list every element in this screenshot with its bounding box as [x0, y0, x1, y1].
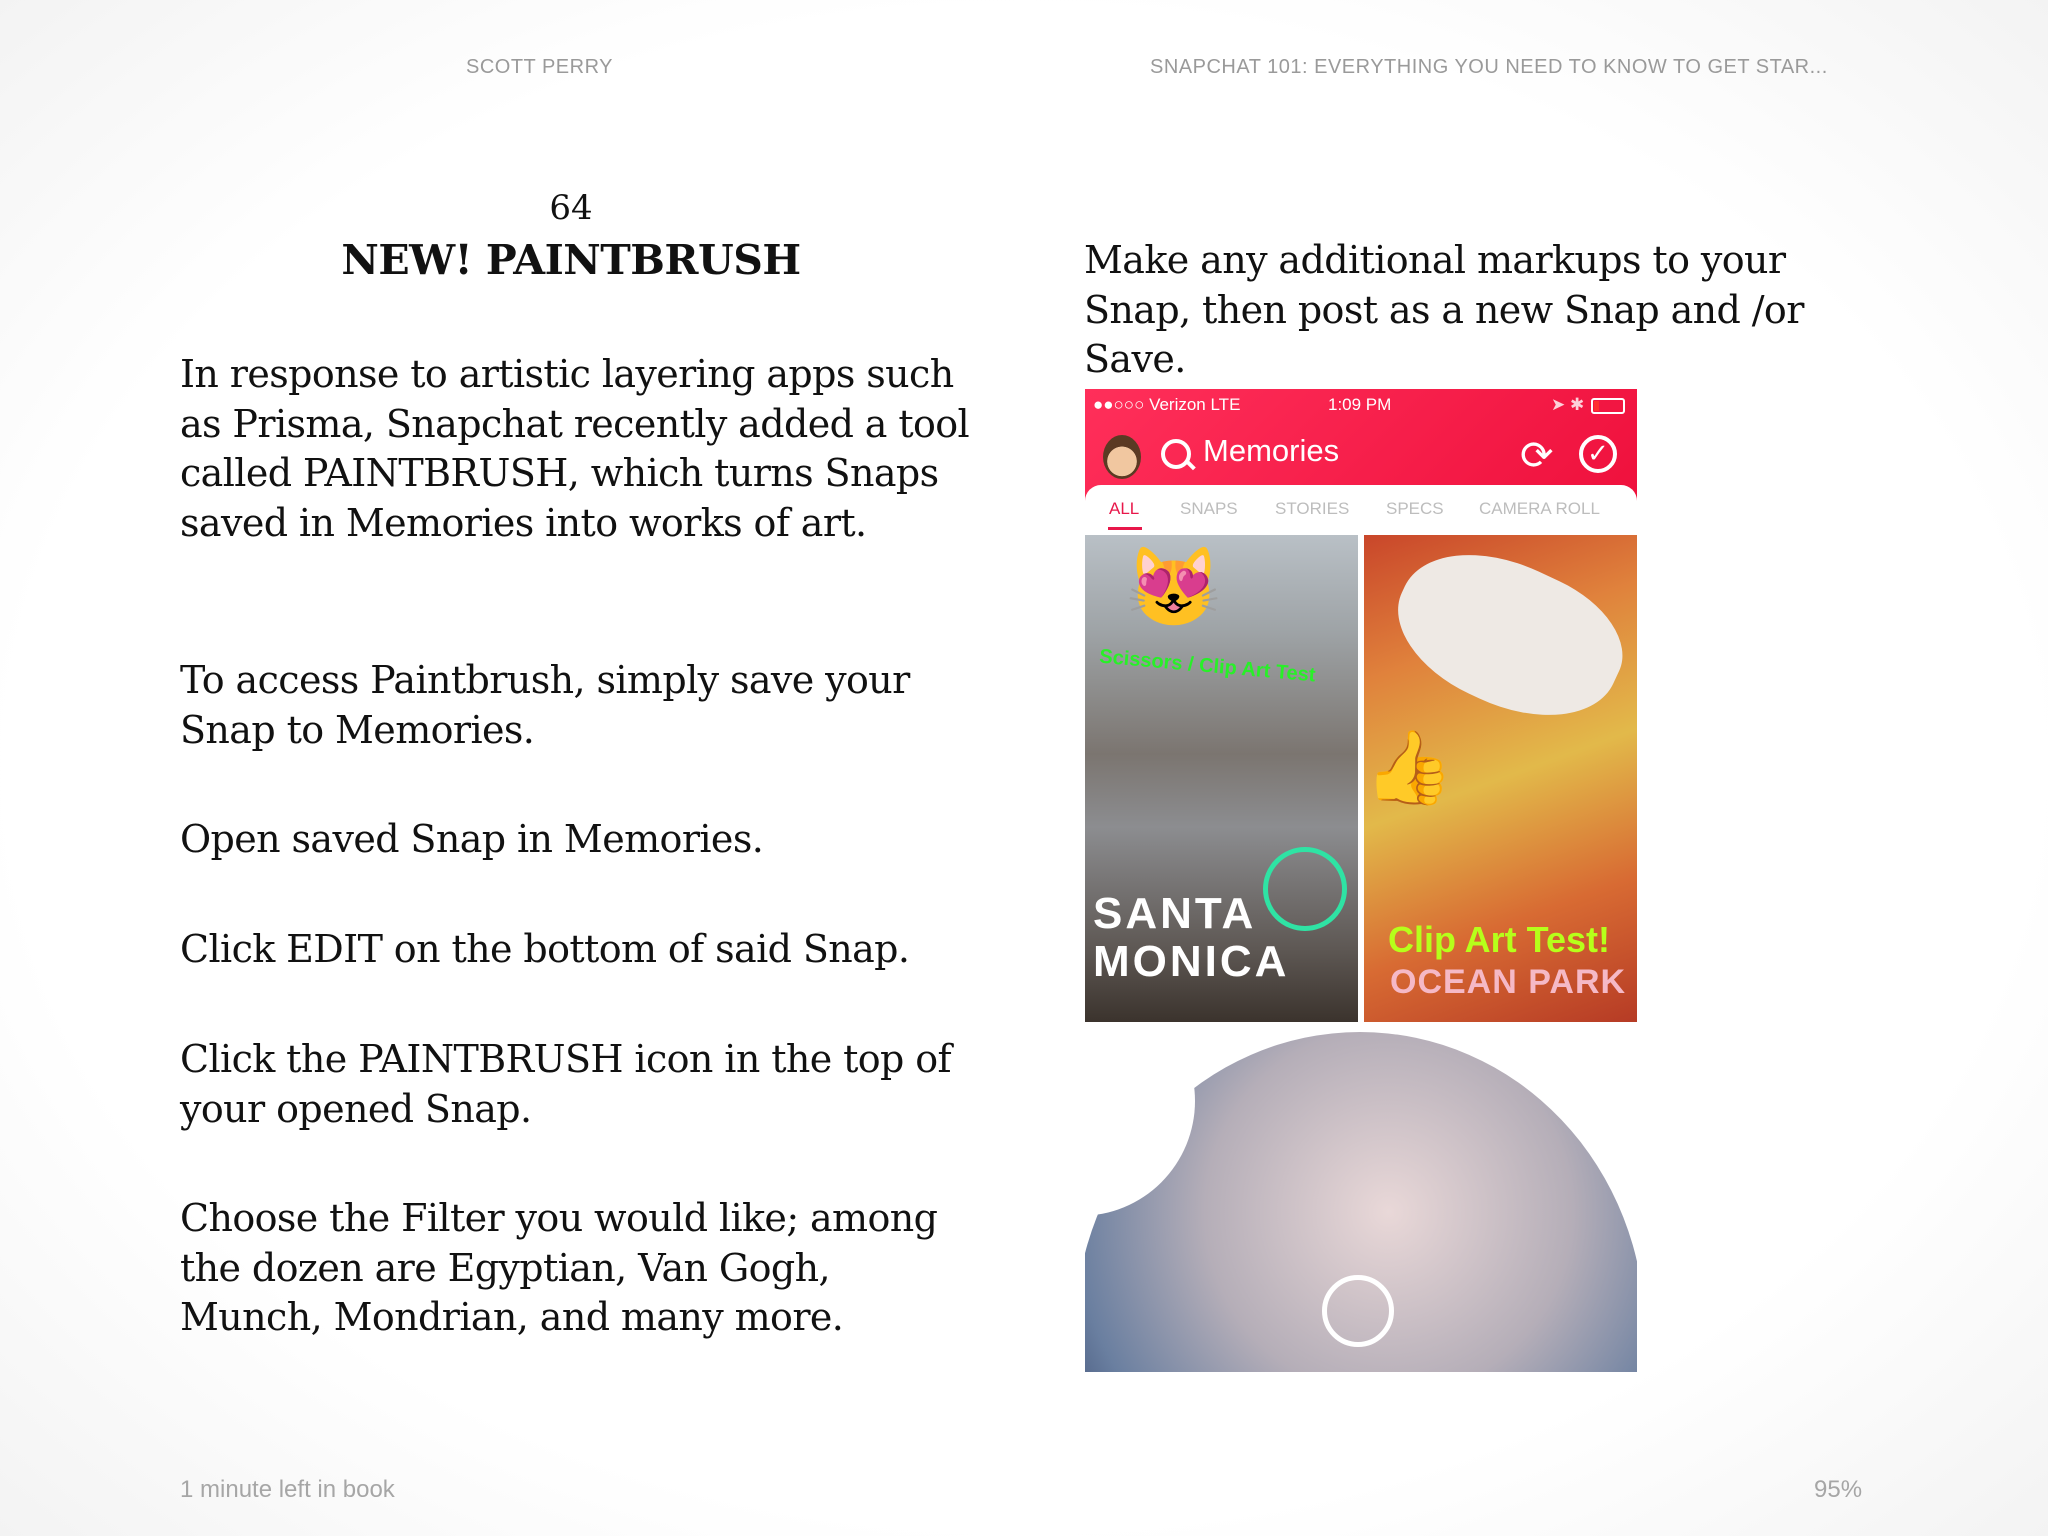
status-icons: ➤ ✱: [1551, 395, 1585, 414]
memory-thumbnail-paintbrush: [1364, 535, 1637, 1022]
search-icon: [1161, 439, 1191, 469]
header-book-title: SNAPCHAT 101: EVERYTHING YOU NEED TO KNOW TO GET STAR...: [1150, 56, 1828, 78]
page-number: 64: [549, 188, 593, 228]
time-left-label: 1 minute left in book: [180, 1476, 395, 1503]
refresh-icon: ⟳: [1520, 433, 1554, 479]
memory-thumbnail-venue: [1085, 1026, 1637, 1372]
geofilter: OCEAN PARK: [1390, 963, 1627, 1001]
paragraph: Click EDIT on the bottom of said Snap.: [180, 927, 910, 971]
app-header: [1085, 389, 1637, 535]
caption: Scissors / Clip Art Test: [1098, 645, 1317, 687]
thumbs-up-emoji: 👍: [1364, 725, 1454, 809]
status-time: 1:09 PM: [1328, 395, 1392, 414]
status-carrier: ●●○○○ Verizon LTE: [1093, 395, 1241, 414]
paragraph: In response to artistic layering apps such as Prisma, Snapchat recently added a tool called PAINTBRUSH, which turns Snaps saved in Memories into works of art.: [180, 352, 970, 545]
paragraph: To access Paintbrush, simply save your Snap to Memories.: [180, 658, 910, 752]
select-check-icon: ✓: [1579, 435, 1617, 473]
geofilter-line2: MONICA: [1093, 937, 1290, 986]
title-row: [1085, 425, 1637, 489]
tab-camera-roll: CAMERA ROLL: [1479, 499, 1600, 518]
heart-eyes-cat-emoji: 😻: [1125, 543, 1223, 633]
cat-shape: [1375, 535, 1637, 747]
paragraph: Choose the Filter you would like; among the dozen are Egyptian, Van Gogh, Munch, Mondrian, and many more.: [180, 1196, 938, 1339]
battery-icon: [1591, 398, 1625, 414]
tab-snaps: SNAPS: [1180, 499, 1238, 518]
header-author: SCOTT PERRY: [466, 56, 614, 78]
right-paragraph: Make any additional markups to your Snap, then post as a new Snap and /or Save.: [1084, 238, 1804, 381]
chapter-heading: NEW! PAINTBRUSH: [341, 236, 801, 284]
loading-ring-icon: [1322, 1275, 1394, 1347]
tab-all: ALL: [1109, 499, 1140, 518]
snapchat-screenshot: [1085, 389, 1637, 1372]
memories-tabs: [1085, 485, 1637, 535]
memories-title: Memories: [1203, 433, 1340, 468]
active-tab-underline: [1108, 527, 1142, 530]
geofilter-line1: SANTA: [1093, 889, 1257, 938]
tab-stories: STORIES: [1275, 499, 1350, 518]
avatar: [1103, 435, 1141, 479]
progress-percent: 95%: [1814, 1476, 1863, 1503]
caption: Clip Art Test!: [1388, 919, 1610, 960]
paragraph: Open saved Snap in Memories.: [180, 817, 764, 861]
smiley-doodle: [1263, 847, 1347, 931]
paragraph: Click the PAINTBRUSH icon in the top of your opened Snap.: [180, 1037, 952, 1131]
memory-thumbnail-cats: [1085, 535, 1358, 1022]
tab-specs: SPECS: [1386, 499, 1444, 518]
